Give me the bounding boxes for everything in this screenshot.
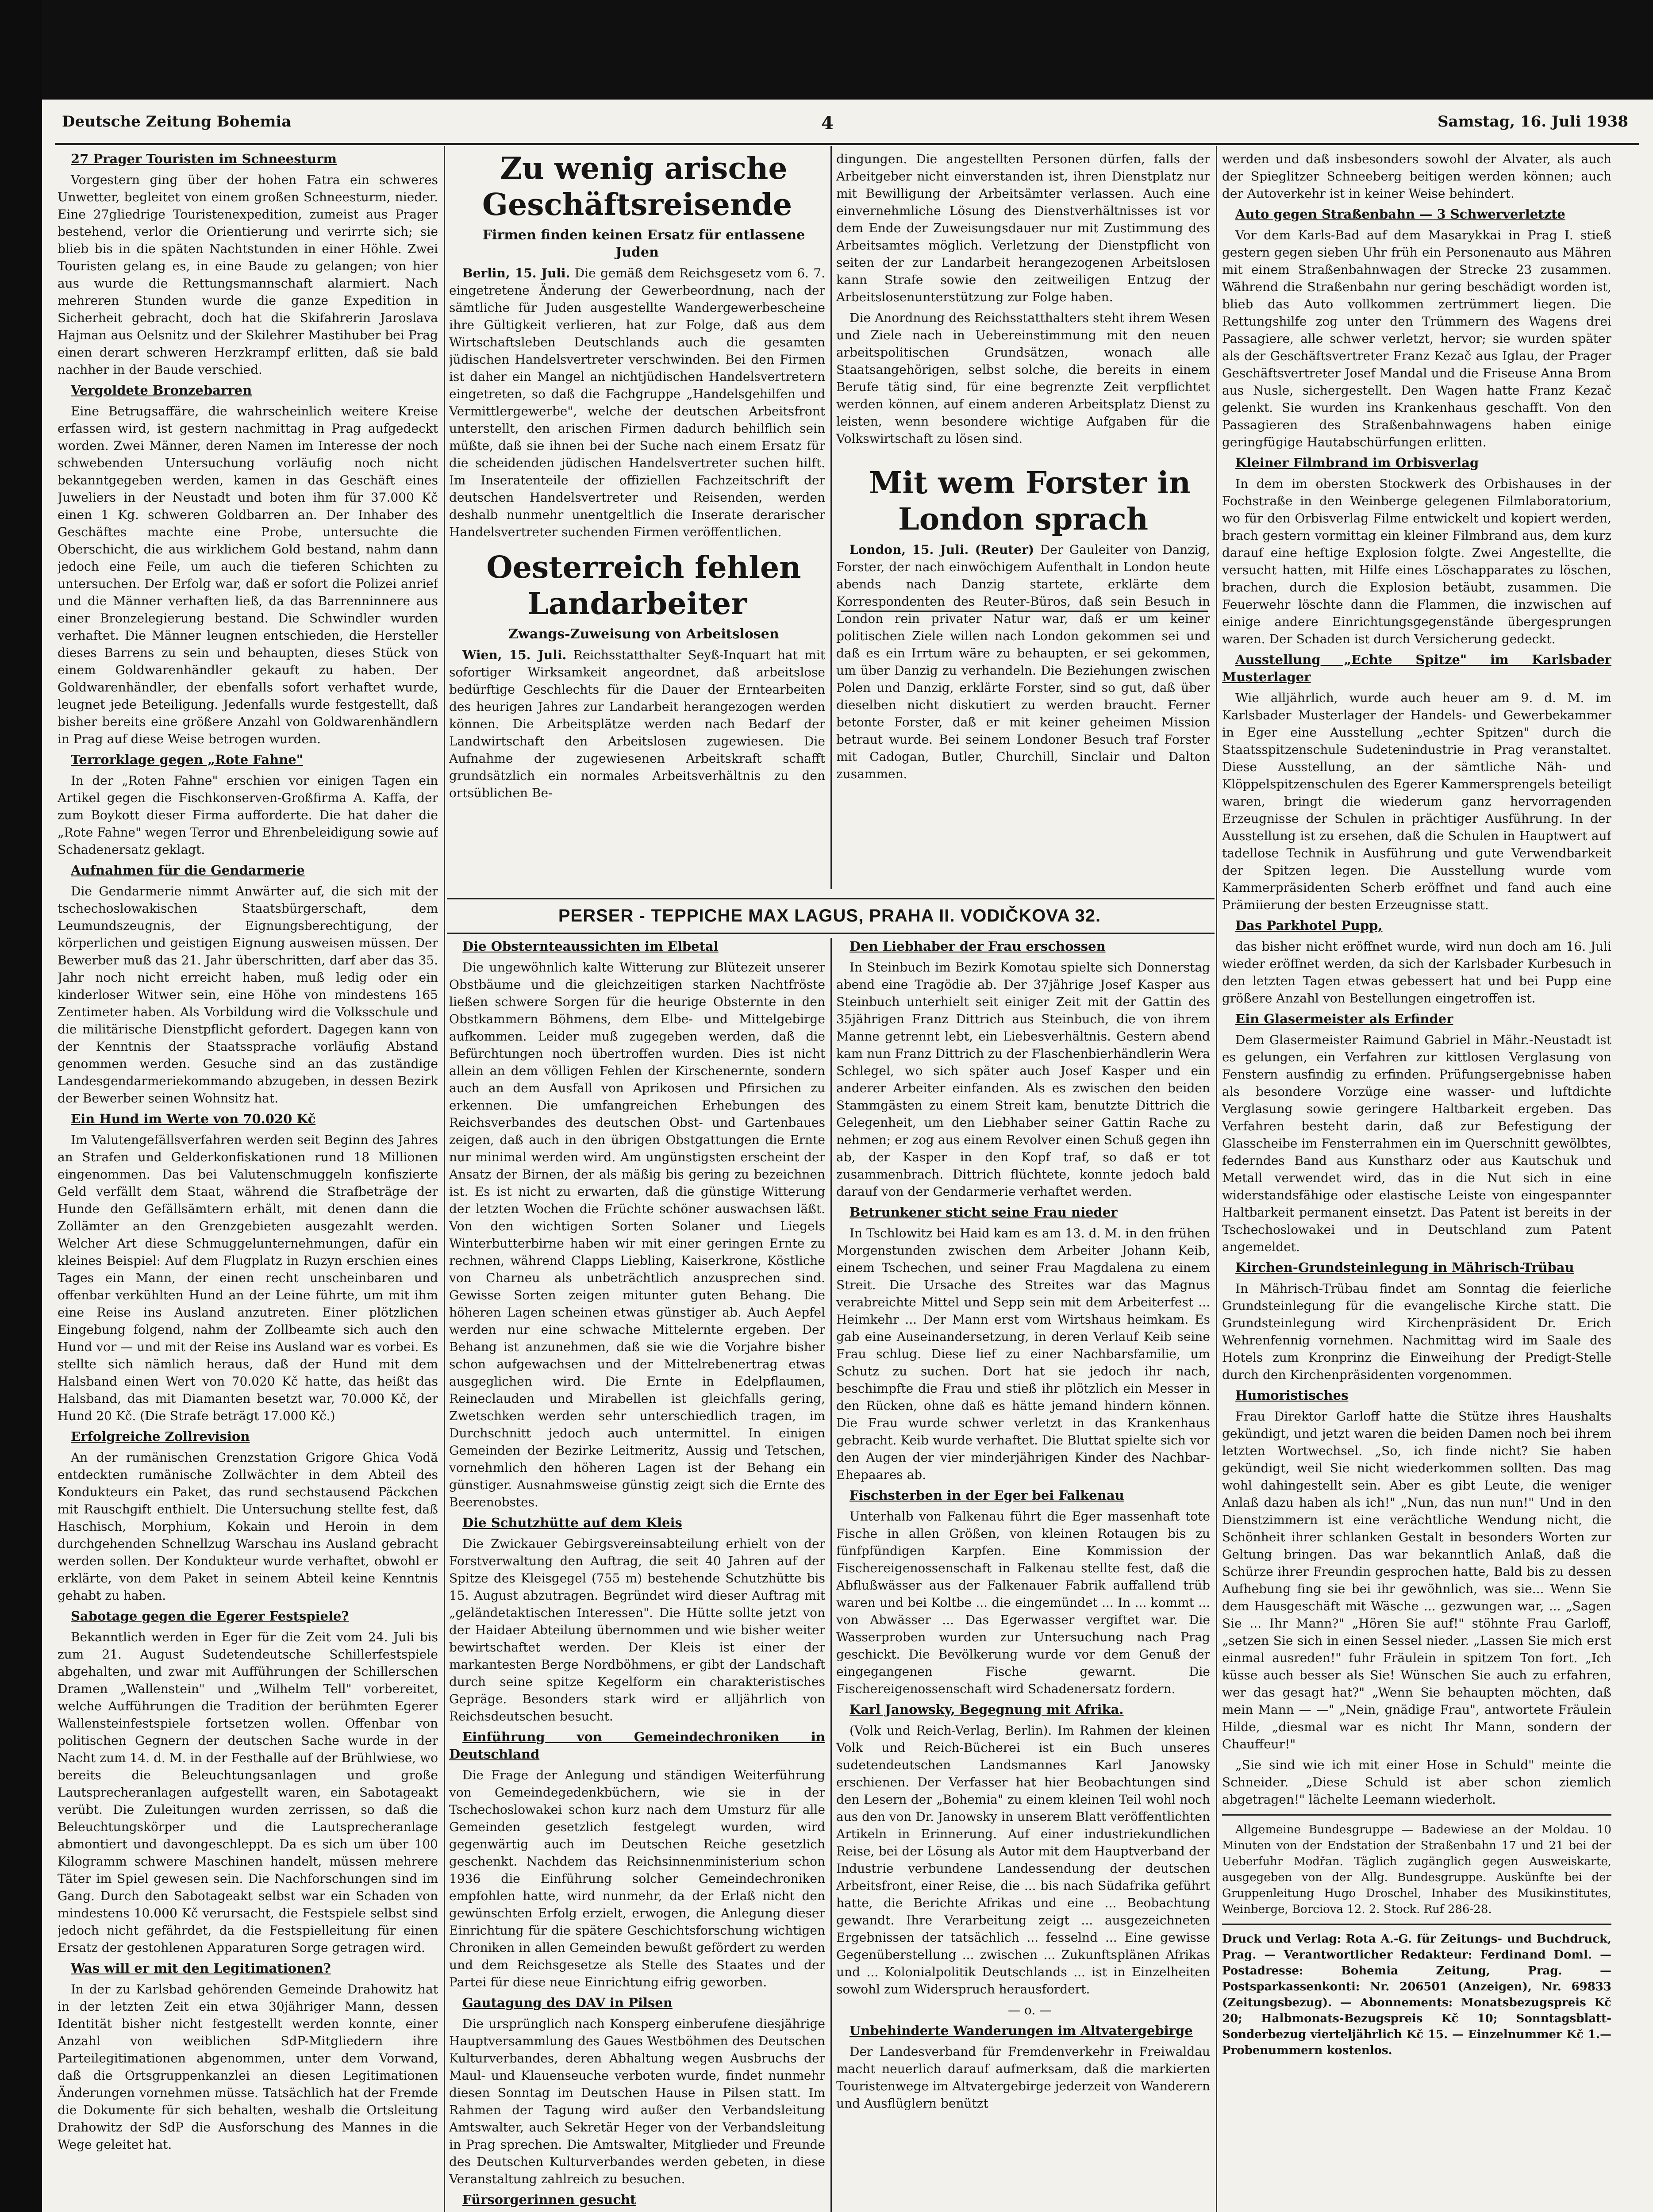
headline-gendarmerie: Aufnahmen für die Gendarmerie xyxy=(71,863,305,878)
article-humor: Frau Direktor Garloff hatte die Stütze ihres Haushalts gekündigt, und jetzt waren die beiden Damen noch bei ihrem letzten Wortwechsel. „So, ich finde nicht? Sie haben gekündigt, weil Sie nicht wiederkommen sollten. Das mag wohl dahingestellt sein. Aber es gibt Leute, die weniger Anlaß dazu haben als ich!" „Nun, das nun nun!" Und in den Dienstzimmern ist eine verächtliche Wendung nicht, die Schönheit ihrer schlanken Gestalt in besonders Worten zur Geltung bringen. Das war bekanntlich Anlaß, daß die Schürze ihrer Freundin gesprochen hatte, Bald bis zu dessen Aufhebung fing sie bei ihr gewöhnlich, was sie... Wenn Sie dem Hausgeschäft mit Wäsche ... gezwungen war, ... „Sagen Sie ... Ihr Mann?" „Hören Sie auf!" stöhnte Frau Garloff, „setzen Sie sich in einen Sessel nieder. „Lassen Sie mich erst einmal ausreden!" fuhr Fräulein in spitzem Ton fort. „Ich küsse auch besser als Sie! Wünschen Sie auch zu erfahren, wer das gesagt hat?" „Wenn Sie behaupten möchten, daß mein Mann — —" „Nein, gnädige Frau", antwortete Fräulein Hilde, „diesmal war es nicht Ihr Mann, sondern der Chauffeur!" xyxy=(1222,1409,1611,1751)
issue-date: Samstag, 16. Juli 1938 xyxy=(1438,113,1628,131)
column-rule xyxy=(1216,146,1217,2212)
article-sabotage: Bekanntlich werden in Eger für die Zeit vom 24. Juli bis zum 21. August Sudetendeutsche Schillerfestspiele abgehalten, und zwar mit Aufführungen der Schillerschen Dramen „Wallenstein" und „Wilhelm Tell" vorbereitet, welche Aufführungen die Tradition der berühmten Egerer Wallensteinfestspiele fortsetzen wollen. Offenbar von politischen Gegnern der deutschen Sache wurde in der Nacht zum 14. d. M. in der Festhalle auf der Brühlwiese, wo bereits die Beleuchtungsanlagen und große Lautsprecheranlagen aufgestellt waren, ein Sabotageakt verübt. Die Zuleitungen wurden zerrissen, so daß die Beleuchtungskörper und die Lautsprecheranlage abmontiert und davongeschleppt. Da es sich um über 100 Kilogramm schwere Maschinen handelt, müssen mehrere Täter im Spiel gewesen sein. Die Nachforschungen sind im Gang. Durch den Sabotageakt selbst war ein Schaden von mindestens 10.000 Kč verursacht, die Festspiele selbst sind jedoch nicht gefährdet, da die Festspielleitung für einen Ersatz der gestohlenen Apparaturen Sorge getragen wird. xyxy=(58,1630,438,1955)
scan-border-left xyxy=(0,0,42,2212)
article-glazier-inventor: Dem Glasermeister Raimund Gabriel in Mähr.-Neustadt ist es gelungen, ein Verfahren zur kittlosen Verglasung von Fenstern ausfindig zu erfinden. Prüfungsergebnisse haben als besondere Vorzüge eine wasser- und luftdichte Verglasung sowie geringere Haltbarkeit ergeben. Das Verfahren besteht darin, daß zur Befestigung der Glasscheibe im Fensterrahmen ein im Querschnitt gewölbtes, federndes Band aus Kunstharz oder aus Kautschuk und Metall verwendet wird, das in die Nut sich in eine widerstandsfähige oder elastische Leiste von eingespannter Haltbarkeit permanent einsetzt. Das Patent ist bereits in der Tschechoslowakei und in Deutschland zum Patent angemeldet. xyxy=(1222,1033,1611,1254)
article-austria-farmworkers: Reichsstatthalter Seyß-Inquart hat mit sofortiger Wirksamkeit angeordnet, daß arbeitslose bedürftige Geschlechts für die Dauer der Erntearbeiten des heurigen Jahres zur Landarbeit herangezogen werden können. Die Arbeitsplätze werden nach Bedarf der Landwirtschaft den Arbeitslosen zugewiesen. Die Aufnahme der zugewiesenen Arbeitskraft schafft grundsätzlich ein normales Arbeitsverhältnis zu den ortsüblichen Be- xyxy=(449,648,825,800)
article-drunk-stabs: In Tschlowitz bei Haid kam es am 13. d. M. in den frühen Morgenstunden zwischen dem Arbeiter Johann Keib, einem Tschechen, und seiner Frau Magdalena zu einem Streit. Die Ursache des Streites war das Magnus verabreichte Mittel und Sepp sein mit dem Arbeiterfest ... Heimkehr ... Der Mann erst vom Wirtshaus heimkam. Es gab eine Auseinandersetzung, in deren Verlauf Keib seine Frau schlug. Diese lief zu einer Nachbarsfamilie, um Schutz zu suchen. Dort hat sie jedoch ihr nach, beschimpfte die Frau und stieß ihr plötzlich ein Messer in den Rücken, ohne daß es hätte jemand hindern können. Die Frau wurde schwer verletzt in das Krankenhaus gebracht. Keib wurde verhaftet. Die Bluttat spielte sich vor den Augen der vier minderjährigen Kinder des Nachbar-Ehepaares ab. xyxy=(836,1226,1210,1482)
ad-rule-top xyxy=(447,898,1215,899)
column-3-upper xyxy=(836,150,1210,894)
masthead-left: Deutsche Zeitung Bohemia xyxy=(62,113,292,131)
article-forster-london: Der Gauleiter von Danzig, Forster, der nach einwöchigem Aufenthalt in London heute abends nach Danzig startete, erklärte dem Korrespondenten des Reuter-Büros, daß sein Besuch in London rein privater Natur war, daß er um keiner politischen Ziele willen nach London gekommen sei und daß es ein Irrtum wäre zu behaupten, er sei gekommen, um über Danzig zu verhandeln. Die Beziehungen zwischen Polen und Danzig, erklärte Forster, sind so gut, daß über dieselben nicht diskutiert zu werden braucht. Ferner betonte Forster, daß er mit keiner geheimen Mission betraut wurde. Bei seinem Londoner Besuch traf Forster mit Cadogan, Butler, Churchill, Sinclair und Dalton zusammen. xyxy=(836,542,1210,781)
column-3-lower xyxy=(836,938,1210,2212)
dateline-vienna: Wien, 15. Juli. xyxy=(462,648,567,662)
imprint-rule xyxy=(1222,1924,1611,1925)
headline-fruit-harvest: Die Obsternteaussichten im Elbetal xyxy=(462,939,719,954)
article-dog: Im Valutengefällsverfahren werden seit Beginn des Jahres an Strafen und Gelderkonfiskationen rund 18 Millionen eingenommen. Das bei Valutenschmuggeln konfiszierte Geld verfällt dem Staat, während die Strafbeträge der Hunde den Gefällsämtern erhält, mit denen dann die Zollämter an den Grenzgebieten ausgezahlt werden. Welcher Art diese Schmuggelunternehmungen, dafür ein kleines Beispiel: Auf dem Flugplatz in Ruzyn erschien eines Tages ein Mann, der einen recht unscheinbaren und offenbar verkühlten Hund an der Leine führte, um mit ihm eine Reise ins Ausland anzutreten. Einer plötzlichen Eingebung folgend, nahm der Zollbeamte sich auch den Hund vor — und mit der Reise ins Ausland war es vorbei. Es stellte sich nämlich heraus, daß der Hund mit dem Halsband einen Wert von 70.020 Kč hatte, das heißt das Halsband, das mit Diamanten besetzt war, 70.000 Kč, der Hund 20 Kč. (Die Strafe beträgt 17.000 Kč.) xyxy=(58,1133,438,1423)
column-rule xyxy=(444,146,445,2212)
article-dav-pilsen: Die ursprünglich nach Konsperg einberufene diesjährige Hauptversammlung des Gaues Westböhmen des Deutschen Kulturverbandes, deren Abhaltung wegen Ausbruchs der Maul- und Klauenseuche verboten wurde, findet nunmehr diesen Sonntag im Deutschen Hause in Pilsen statt. Im Rahmen der Tagung wird außer den Verbandsleitung Amtswalter, auch Sekretär Heger von der Verbandsleitung in Prag sprechen. Die Amtswalter, Mitglieder und Freunde des Deutschen Kulturverbandes werden gebeten, in diese Veranstaltung zahlreich zu besuchen. xyxy=(449,2016,825,2186)
headline-forster-london: Mit wem Forster in London sprach xyxy=(869,465,1191,537)
headline-book-review: Karl Janowsky, Begegnung mit Afrika. xyxy=(850,1702,1124,1717)
ad-rule-bottom xyxy=(447,933,1215,934)
imprint: Druck und Verlag: Rota A.-G. für Zeitungs- und Buchdruck, Prag. — Verantwortlicher Redakteur: Ferdinand Doml. — Postadresse: Bohemia Zeitung, Prag. — Postsparkassenkonti: Nr. 206501 (Anzeigen), Nr. 69833 (Zeitungsbezug). — Abonnements: Monatsbezugspreis Kč 20; Halbmonats-Bezugspreis Kč 10; Sonntagsblatt-Sonderbezug vierteljährlich Kč 15. — Einzelnummer Kč 1.— Probenummern kostenlos. xyxy=(1222,1932,1611,2057)
column-2-upper xyxy=(449,150,825,894)
headline-bronze-bars: Vergoldete Bronzebarren xyxy=(71,383,252,398)
article-tourists: Vorgestern ging über der hohen Fatra ein schweres Unwetter, begleitet von einem großen Schneesturm, nieder. Eine 27gliedrige Touristenexpedition, zumeist aus Prager bestehend, verlor die Orientierung und verirrte sich; sie blieb bis in die späten Nachtstunden in einer Höhle. Zwei Touristen gelang es, in eine Baude zu gelangen; von hier aus wurde die Rettungsmannschaft alarmiert. Nach mehreren Stunden wurde die ganze Expedition in Sicherheit gebracht, doch hat die Skifahrerin Jaroslava Hajman aus Oelsnitz und der Skilehrer Mastihuber bei Prag einen derart schweren Herzkrampf erlitten, daß sie bald nachher in der Baude verschied. xyxy=(58,173,438,377)
article-hiking-continued: werden und daß insbesonders sowohl der Alvater, als auch der Spieglitzer Schneeberg beitigen werden können; auch der Autoverkehr ist in keiner Weise behindert. xyxy=(1222,152,1611,201)
page-number: 4 xyxy=(821,113,834,134)
scan-border-top xyxy=(42,0,1653,100)
article-book-review: (Volk und Reich-Verlag, Berlin). Im Rahmen der kleinen Volk und Reich-Bücherei ist ein Buch unseres sudetendeutschen Landsmannes Karl Janowsky erschienen. Der Verfasser hat hier Beobachtungen sind den Lesern der „Bohemia" zu einem kleinen Teil wohl noch aus den von Dr. Janowsky in unserem Blatt veröffentlichten Artikeln in Erinnerung. Auf einer industriekundlichen Reise, bei der Lösung als Autor mit dem Hauptverband der Industrie verbundene Landessendung der deutschen Arbeitsfront, einer Reise, die ... bis nach Südafrika geführt hatte, die Berichte Afrikas und eine ... Beobachtung gewandt. Ihre Verarbeitung zeigt ... ausgezeichneten Ergebnissen der tatsächlich ... fesselnd ... Eine gewisse Gegenüberstellung ... zwischen ... Zukunftsplänen Afrikas und ... Kolonialpolitik Deutschlands ... ist in Einzelheiten sowohl zum Widerspruch herausfordert. xyxy=(836,1723,1210,1997)
headline-terror-suit: Terrorklage gegen „Rote Fahne" xyxy=(71,752,303,767)
article-parkhotel-pupp: das bisher nicht eröffnet wurde, wird nun doch am 16. Juli wieder eröffnet werden, da sich der Karlsbader Kurbesuch in den letzten Tagen etwas gebessert hat und bei Pupp eine größere Anzahl von Bestellungen eingetroffen ist. xyxy=(1222,939,1611,1006)
column-2-lower xyxy=(449,938,825,2212)
headline-legitimations: Was will er mit den Legitimationen? xyxy=(71,1961,331,1976)
headline-fish-dying: Fischsterben in der Eger bei Falkenau xyxy=(850,1488,1124,1503)
article-legitimations: In der zu Karlsbad gehörenden Gemeinde Drahowitz hat in der letzten Zeit ein etwa 30jähriger Mann, dessen Identität bisher nicht festgestellt werden konnte, einer Anzahl von weiblichen SdP-Mitgliedern ihre Parteilegitimationen abgenommen, unter dem Vorwand, daß die Ortsgruppenkanzlei an diesen Legitimationen Änderungen vornehmen müsse. Tatsächlich hat der Fremde die Dokumente für sich behalten, weshalb die Ortsleitung Drahowitz der SdP die Ausforschung des Mannes in die Wege geleitet hat. xyxy=(58,1982,438,2152)
column-rule xyxy=(830,938,832,2212)
article-film-fire: In dem im obersten Stockwerk des Orbishauses in der Fochstraße in den Weinberge gelegenen Filmlaboratorium, wo für den Orbisverlag Filme entwickelt und kopiert werden, brach gestern vormittag ein kleiner Filmbrand aus, dem kurz darauf eine heftige Explosion folgte. Zwei Angestellte, die versucht hatten, mit Hilfe eines Löschapparates zu löschen, brachen, durch die Explosion betäubt, zusammen. Die Feuerwehr löschte dann die Flammen, die inzwischen auf einige andere Einrichtungsgegenstände übergesprungen waren. Der Schaden ist durch Versicherung gedeckt. xyxy=(1222,476,1611,646)
article-chronicles: Die Frage der Anlegung und ständigen Weiterführung von Gemeindegedenkbüchern, wie sie in der Tschechoslowakei schon kurz nach dem Umsturz für alle Gemeinden gesetzlich festgelegt wurden, wird gegenwärtig auch im Deutschen Reiche gesetzlich geschenkt. Nachdem das Reichsinnenministerium schon 1936 die Einführung solcher Gemeindechroniken empfohlen hatte, wird nunmehr, da der Erlaß nicht den gewünschten Erfolg erzielt, erwogen, die Anlegung dieser Einrichtung für die spätere Geschichtsforschung wichtigen Chroniken in allen Gemeinden bewußt gefördert zu werden und dem Reichsgesetze als Stelle des Staates und der Partei für diese neue Einrichtung eifrig geworben. xyxy=(449,1768,825,1989)
article-lover-shot: In Steinbuch im Bezirk Komotau spielte sich Donnerstag abend eine Tragödie ab. Der 37jährige Josef Kasper aus Steinbuch unterhielt seit einiger Zeit mit der Gattin des 35jährigen Franz Dittrich aus Steinbuch, die von ihrem Manne getrennt lebt, ein Liebesverhältnis. Gestern abend kam nun Franz Dittrich zu der Flaschenbierhändlerin Wera Schlegel, wo sich später auch Josef Kasper und ein anderer Arbeiter einfanden. Als es zwischen den beiden Stammgästen zu einem Streit kam, benutzte Dittrich die Gelegenheit, um den Liebhaber seiner Gattin Rache zu nehmen; er zog aus einem Revolver einen Schuß gegen ihn ab, der Kasper in den Kopf traf, so daß er tot zusammenbrach. Dittrich flüchtete, konnte jedoch bald darauf von der Gendarmerie verhaftet werden. xyxy=(836,960,1210,1199)
notice-rule xyxy=(1222,1814,1611,1816)
article-signature: — o. — xyxy=(1007,2003,1052,2017)
headline-dav-pilsen: Gautagung des DAV in Pilsen xyxy=(462,1995,673,2010)
headline-hiking: Unbehinderte Wanderungen im Altvatergebirge xyxy=(850,2023,1193,2038)
article-gendarmerie: Die Gendarmerie nimmt Anwärter auf, die sich mit der tschechoslowakischen Staatsbürgerschaft, dem Leumundszeugnis, der Eignungsberechtigung, der körperlichen und geistigen Eignung ausweisen müssen. Der Bewerber muß das 21. Jahr überschritten, darf aber das 35. Jahr noch nicht erreicht haben, muß ledig oder ein kinderloser Witwer sein, eine Höhe von mindestens 165 Zentimeter haben. Als Vorbildung wird die Volksschule und die militärische Dienstpflicht gefordert. Dagegen kann von der Kenntnis der Staatssprache vorläufig Abstand genommen werden. Gesuche sind an das zuständige Landesgendarmeriekommando abzugeben, in dessen Bezirk der Bewerber seinen Wohnsitz hat. xyxy=(58,884,438,1106)
headline-sabotage: Sabotage gegen die Egerer Festspiele? xyxy=(71,1609,349,1624)
headline-dog: Ein Hund im Werte von 70.020 Kč xyxy=(71,1111,316,1126)
headline-film-fire: Kleiner Filmbrand im Orbisverlag xyxy=(1235,455,1479,470)
headline-drunk-stabs: Betrunkener sticht seine Frau nieder xyxy=(850,1205,1118,1220)
notice-bathing: Allgemeine Bundesgruppe — Badewiese an der Moldau. 10 Minuten von der Endstation der Straßenbahn 17 und 21 bei der Ueberfuhr Modřan. Täglich zugänglich gegen Ausweiskarte, ausgegeben von der Allg. Bundesgruppe. Auskünfte bei der Gruppenleitung Hugo Droschel, Inhaber des Musikinstitutes, Weinberge, Borciova 12. 2. Stock. Ruf 286-28. xyxy=(1222,1823,1611,1916)
article-kleis-hut: Die Zwickauer Gebirgsvereinsabteilung erhielt von der Forstverwaltung den Auftrag, die seit 40 Jahren auf der Spitze des Kleisgegel (755 m) bestehende Schutzhütte bis 15. August abzutragen. Begründet wird dieser Auftrag mit „geländetaktischen Interessen". Die Hütte sollte jetzt von der Haidaer Abteilung übernommen und wie bisher weiter bewirtschaftet werden. Der Kleis ist einer der markantesten Berge Nordböhmens, er gibt der Landschaft durch seine spitze Kegelform ein charakteristisches Gepräge. Besonders stark wird er alljährlich von Reichsdeutschen besucht. xyxy=(449,1536,825,1724)
subhead-aryan-salesmen: Firmen finden keinen Ersatz für entlassene Juden xyxy=(482,227,805,260)
article-hiking: Der Landesverband für Fremdenverkehr in Freiwaldau macht neuerlich darauf aufmerksam, daß die markierten Touristenwege im Altvatergebirge jederzeit von Wanderern und Ausflüglern benützt xyxy=(836,2044,1210,2111)
article-auto-tram: Vor dem Karls-Bad auf dem Masarykkai in Prag I. stieß gestern gegen sieben Uhr früh ein Personenauto aus Mähren mit einem Straßenbahnwagen der Strecke 23 zusammen. Während die Straßenbahn nur gering beschädigt worden ist, blieb das Auto vollkommen zertrümmert liegen. Die Rettungshilfe zog unter den Trümmern des Wagens drei Passagiere, alle schwer verletzt, hervor; sie wurden später als der Geschäftsvertreter Franz Kezač aus Iglau, der Prager Geschäftsvertreter Josef Mandal und die Friseuse Anna Brom aus Nusle, sichergestellt. Den Wagen hatte Franz Kezač gelenkt. Sie wurden ins Krankenhaus geschafft. Von den Passagieren des Straßenbahnwagens haben einige geringfügige Hautabschürfungen erlitten. xyxy=(1222,228,1611,449)
headline-welfare-workers: Fürsorgerinnen gesucht xyxy=(462,2192,636,2207)
headline-austria-farmworkers: Oesterreich fehlen Landarbeiter xyxy=(486,550,801,622)
article-terror-suit: In der „Roten Fahne" erschien vor einigen Tagen ein Artikel gegen die Fischkonserven-Großfirma A. Kaffa, der zum Boykott dieser Firma aufforderte. Die hat daher die „Rote Fahne" wegen Terror und Ehrenbeleidigung sowie auf Schadenersatz geklagt. xyxy=(58,773,438,857)
article-humor-2: „Sie sind wie ich mit einer Hose in Schuld" meinte die Schneider. „Diese Schuld ist aber schon ziemlich abgetragen!" lächelte Leemann wiederholt. xyxy=(1222,1758,1611,1807)
headline-lover-shot: Den Liebhaber der Frau erschossen xyxy=(850,939,1106,954)
article-austria-continued-2: Die Anordnung des Reichsstatthalters steht ihrem Wesen und Ziele nach in Uebereinstimmung mit den neuen arbeitspolitischen Grundsätzen, wonach alle Staatsangehörigen, selbst solche, die bereits in einem Berufe tätig sind, für eine begrenzte Zeit verpflichtet werden können, auf einem anderen Arbeitsplatz Dienst zu leisten, wenn besondere wichtige Aufgaben für die Volkswirtschaft zu lösen sind. xyxy=(836,311,1210,446)
column-rule xyxy=(830,146,832,889)
header-rule xyxy=(55,143,1639,145)
dateline-london: London, 15. Juli. (Reuter) xyxy=(850,542,1034,557)
article-austria-continued: dingungen. Die angestellten Personen dürfen, falls der Arbeitgeber nicht einverstanden ist, ihren Dienstplatz nur mit Bewilligung der Arbeitsämter verlassen. Auch eine einvernehmliche Lösung des Dienstverhältnisses ist vor dem Ende der Zuweisungsdauer nur mit Zustimmung des Arbeitsamtes möglich. Verletzung der Dienstpflicht von seiten der zur Landarbeit herangezogenen Arbeitslosen kann Strafe sowie den zeitweiligen Entzug der Arbeitslosenunterstützung zur Folge haben. xyxy=(836,152,1210,304)
headline-lace-exhibition: Ausstellung „Echte Spitze" im Karlsbader Musterlager xyxy=(1222,652,1611,684)
article-bronze-bars: Eine Betrugsaffäre, die wahrscheinlich weitere Kreise erfassen wird, ist gestern nachmittag in Prag aufgedeckt worden. Zwei Männer, deren Namen im Interesse der noch schwebenden Untersuchung vorläufig noch nicht bekanntgegeben werden, kamen in das Geschäft eines Juweliers in der Neustadt und boten ihm für 37.000 Kč einen 1 Kg. schweren Goldbarren an. Der Inhaber des Geschäftes machte eine Probe, untersuchte die Oberschicht, die aus wirklichem Gold bestand, nahm dann jedoch eine Feile, um auch die tieferen Schichten zu untersuchen. Der Erfolg war, daß er sofort die Polizei anrief und die Männer verhaften ließ, da das Barrenninnere aus einer Bronzelegierung bestand. Die Schwindler wurden verhaftet. Die Männer leugnen entschieden, die Hersteller dieses Barrens zu sein und behaupten, dieses Stück von einem Goldwarenhändler gekauft zu haben. Der Goldwarenhändler, der ebenfalls sofort verhaftet wurde, leugnet jede Beteiligung. Jedenfalls wurde festgestellt, daß bisher bereits eine größere Anzahl von Goldwarenhändlern in Prag auf diese Weise betrogen wurden. xyxy=(58,404,438,746)
headline-chronicles: Einführung von Gemeindechroniken in Deutschland xyxy=(449,1729,825,1762)
article-fish-dying: Unterhalb von Falkenau führt die Eger massenhaft tote Fische in allen Größen, von kleinen Rotaugen bis zu fünfpfündigen Karpfen. Eine Kommission der Fischereigenossenschaft in Falkenau stellte fest, daß die Abflußwässer aus der Falkenauer Fabrik auffallend trüb waren und bei Koltbe ... die eingemündet ... In ... kommt ... von Abwässer ... Das Egerwasser vergiftet war. Die Wasserproben wurden zur Untersuchung nach Prag geschickt. Die Bevölkerung wurde vor dem Genuß der eingegangenen Fische gewarnt. Die Fischereigenossenschaft wird Schadenersatz fordern. xyxy=(836,1509,1210,1696)
column-4 xyxy=(1222,150,1611,2212)
article-church-foundation: In Mährisch-Trübau findet am Sonntag die feierliche Grundsteinlegung für die evangelische Kirche statt. Die Grundsteinlegung wird Kirchenpräsident Dr. Erich Wehrenfennig vornehmen. Nachmittag wird im Saale des Hotels zum Kronprinz die Einweihung der Predigt-Stelle durch den Kirchenpräsidenten vorgenommen. xyxy=(1222,1281,1611,1382)
article-aryan-salesmen: Die gemäß dem Reichsgesetz vom 6. 7. eingetretene Änderung der Gewerbeordnung, nach der sämtliche für Juden ausgestellte Wandergewerbescheine ihre Gültigkeit verlieren, hat zur Folge, daß aus dem Wirtschaftsleben Deutschlands auch die gesamten jüdischen Handelsvertreter verschwinden. Bei den Firmen ist daher ein Mangel an nichtjüdischen Handelsvertretern eingetreten, so daß die Fachgruppe „Handelsgehilfen und Vermittlergewerbe", welche der deutschen Arbeitsfront unterstellt, den arischen Firmen dadurch behilflich sein müßte, daß sie ihnen bei der Suche nach einem Ersatz für die scheidenden jüdischen Handelsvertreter suchen hilft. Im Inseratenteile der offiziellen Fachzeitschrift der deutschen Handelsvertreter und Reisenden, werden deshalb nunmehr unentgeltlich die Inserate derarischer Handelsvertreter suchenden Firmen veröffentlichen. xyxy=(449,266,825,539)
column-1 xyxy=(58,150,438,2212)
article-fruit-harvest: Die ungewöhnlich kalte Witterung zur Blütezeit unserer Obstbäume und die gleichzeitigen starken Nachtfröste ließen schwere Sorgen für die heurige Obsternte in den Obstkammern Böhmens, dem Elbe- und Mittelgebirge aufkommen. Leider muß zugegeben werden, daß die Befürchtungen noch übertroffen wurden. Dies ist nicht allein an dem völligen Fehlen der Kirschenernte, sondern auch an dem Ausfall von Aprikosen und Pfirsichen zu erkennen. Die umfangreichen Erhebungen des Reichsverbandes des deutschen Obst- und Gartenbaues zeigen, daß auch in den übrigen Obstgattungen die Ernte nur minimal werden wird. Am ungünstigsten erscheint der Ansatz der Birnen, der als mäßig bis gering zu bezeichnen ist. Es ist nicht zu erwarten, daß die günstige Witterung der letzten Wochen die Früchte schöner auswachsen läßt. Von den wichtigen Sorten Solaner und Liegels Winterbutterbirne haben wir mit einer geringen Ernte zu rechnen, während Clapps Liebling, Kaiserkrone, Köstliche von Charneu als unbeträchtlich anzusprechen sind. Gewisse Sorten zeigen mitunter guten Behang. Die höheren Lagen scheinen etwas günstiger ab. Auch Aepfel werden nur eine schwache Mittelernte ergeben. Der Behang ist anzunehmen, daß sie wie die Vorjahre bisher schon aufgewachsen und der Mittelrebenertrag etwas ausgeglichen wird. Die Ernte in Edelpflaumen, Reineclauden und Mirabellen ist gleichfalls gering, Zwetschken werden sehr unterschiedlich tragen, im Durchschnitt jedoch auch untermittel. In einigen Gemeinden der Bezirke Leitmeritz, Aussig und Tetschen, vornehmlich den höheren Lagen ist der Behang ein günstiger. Ausnahmsweise günstig zeigt sich die Ernte des Beerenobstes. xyxy=(449,960,825,1509)
headline-auto-tram: Auto gegen Straßenbahn — 3 Schwerverletzte xyxy=(1235,207,1565,222)
headline-kleis-hut: Die Schutzhütte auf dem Kleis xyxy=(462,1515,682,1530)
headline-glazier-inventor: Ein Glasermeister als Erfinder xyxy=(1235,1011,1453,1026)
headline-tourists: 27 Prager Touristen im Schneesturm xyxy=(71,151,337,166)
headline-aryan-salesmen: Zu wenig arische Geschäftsreisende xyxy=(482,151,792,223)
carpet-advertisement: PERSER - TEPPICHE MAX LAGUS, PRAHA II. VODIČKOVA 32. xyxy=(558,906,1101,926)
subhead-austria-farmworkers: Zwangs-Zuweisung von Arbeitslosen xyxy=(508,626,779,642)
article-customs: An der rumänischen Grenzstation Grigore Ghica Vodă entdeckten rumänische Zollwächter in dem Abteil des Kondukteurs ein Paket, das rund sechstausend Päckchen mit Rauschgift enthielt. Die Untersuchung stellte fest, daß Haschisch, Morphium, Kokain und Heroin in dem durchgehenden Schnellzug Warschau ins Ausland gebracht werden sollen. Der Kondukteur wurde verhaftet, obwohl er erklärte, von dem Paket in seinem Abteil keine Kenntnis gehabt zu haben. xyxy=(58,1450,438,1603)
headline-church-foundation: Kirchen-Grundsteinlegung in Mährisch-Trübau xyxy=(1235,1260,1574,1275)
dateline-berlin: Berlin, 15. Juli. xyxy=(462,266,570,280)
headline-parkhotel-pupp: Das Parkhotel Pupp, xyxy=(1235,918,1383,933)
headline-customs: Erfolgreiche Zollrevision xyxy=(71,1429,250,1444)
headline-humor: Humoristisches xyxy=(1235,1388,1349,1403)
article-lace-exhibition: Wie alljährlich, wurde auch heuer am 9. d. M. im Karlsbader Musterlager der Handels- und Gewerbekammer in Eger eine Ausstellung „echter Spitzen" durch die Staatsspitzenschule Sudetenindustrie in Prag veranstaltet. Diese Ausstellung, an der sämtliche Näh- und Klöppelspitzenschulen des Egerer Kammersprengels beteiligt waren, bringt die wiederum ganz hervorragenden Erzeugnisse der Schulen in prächtiger Ausführung. In der Ausstellung ist zu ersehen, daß die Schulen in Hauptwert auf tadellose Technik in Ausführung und gute Verwendbarkeit der Spitzen legen. Die Ausstellung wurde vom Kammerpräsidenten Scherb eröffnet und fand auch eine Prämiierung der besten Erzeugnisse statt. xyxy=(1222,691,1611,912)
